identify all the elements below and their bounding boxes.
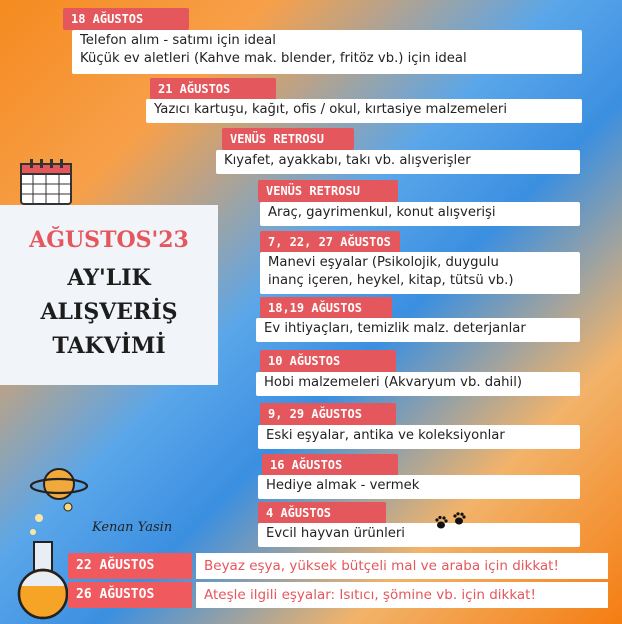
item-line: Ev ihtiyaçları, temizlik malz. deterjanlar	[264, 321, 526, 336]
warning-text: Beyaz eşya, yüksek bütçeli mal ve araba için dikkat!	[196, 553, 608, 579]
item-line: inanç içeren, heykel, kitap, tütsü vb.)	[268, 273, 514, 288]
signature: Kenan Yasin	[92, 520, 173, 535]
date-tag: 7, 22, 27 AĞUSTOS	[260, 231, 400, 253]
warning-date-tag: 22 AĞUSTOS	[68, 553, 192, 579]
date-tag: 16 AĞUSTOS	[262, 454, 398, 476]
paw-icon	[434, 512, 468, 532]
date-tag: 9, 29 AĞUSTOS	[260, 403, 396, 425]
item-box	[256, 318, 580, 342]
date-tag: 10 AĞUSTOS	[260, 350, 396, 372]
item-line: Hobi malzemeleri (Akvaryum vb. dahil)	[264, 375, 523, 390]
item-line: Telefon alım - satımı için ideal	[80, 33, 276, 48]
date-tag: 18,19 AĞUSTOS	[260, 297, 392, 319]
date-tag: 4 AĞUSTOS	[258, 502, 386, 524]
title-line-3: ALIŞVERİŞ	[40, 299, 178, 325]
date-tag: 21 AĞUSTOS	[150, 78, 276, 100]
item-box	[258, 475, 580, 499]
item-line: Manevi eşyalar (Psikolojik, duygulu	[268, 255, 499, 270]
date-tag: VENÜS RETROSU	[258, 180, 398, 202]
item-line: Evcil hayvan ürünleri	[266, 526, 405, 541]
warning-text: Ateşle ilgili eşyalar: Isıtıcı, şömine vb. için dikkat!	[196, 582, 608, 608]
date-tag: 18 AĞUSTOS	[63, 8, 189, 30]
item-box	[256, 372, 580, 396]
warning-date-tag: 26 AĞUSTOS	[68, 582, 192, 608]
item-box	[260, 202, 580, 226]
item-line: Kıyafet, ayakkabı, takı vb. alışverişler	[224, 153, 471, 168]
item-line: Yazıcı kartuşu, kağıt, ofis / okul, kırtasiye malzemeleri	[154, 102, 507, 117]
item-line: Küçük ev aletleri (Kahve mak. blender, fritöz vb.) için ideal	[80, 51, 467, 66]
calendar-icon	[18, 158, 76, 208]
item-box	[260, 252, 580, 294]
title-line-2: AY'LIK	[67, 265, 151, 291]
item-line: Araç, gayrimenkul, konut alışverişi	[268, 205, 496, 220]
flask-icon	[14, 508, 74, 620]
title-card	[0, 205, 218, 385]
item-box	[72, 30, 582, 74]
item-box	[258, 523, 580, 547]
item-line: Hediye almak - vermek	[266, 478, 420, 493]
date-tag: VENÜS RETROSU	[222, 128, 354, 150]
item-box	[258, 425, 580, 449]
item-box	[146, 99, 582, 123]
item-box	[216, 150, 580, 174]
planet-icon	[28, 462, 90, 512]
title-line-4: TAKVİMİ	[52, 333, 166, 359]
item-line: Eski eşyalar, antika ve koleksiyonlar	[266, 428, 505, 443]
title-line-1: AĞUSTOS'23	[29, 227, 189, 253]
